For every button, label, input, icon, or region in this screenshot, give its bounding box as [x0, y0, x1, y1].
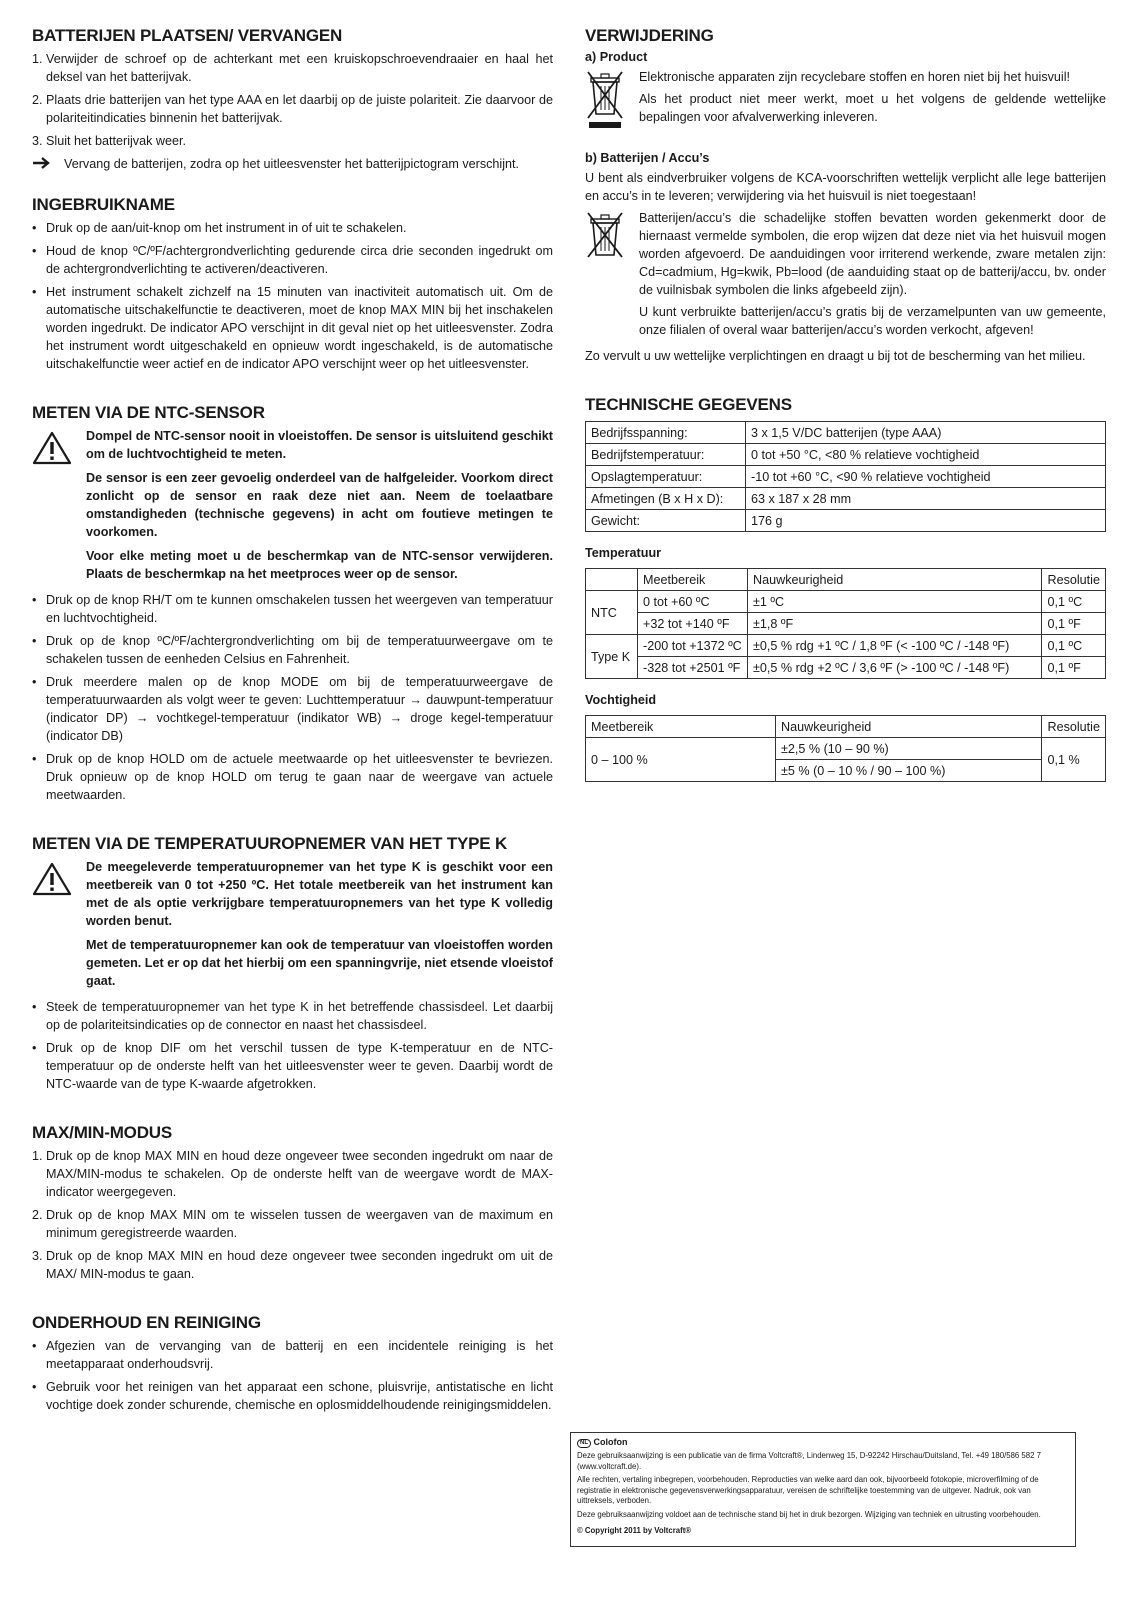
- colofon-text: Deze gebruiksaanwijzing is een publicatie van de firma Voltcraft®, Lindenweg 15, D-92242 Hirschau/Duitsland, Tel. +49 180/586 582 7 (www.voltcraft.de).: [577, 1451, 1041, 1471]
- table-row: [586, 613, 1106, 635]
- section-title: METEN VIA DE NTC-SENSOR: [32, 403, 265, 422]
- bullet-icon: •: [32, 221, 37, 235]
- range-cell: -200 tot +1372 ºC: [638, 635, 748, 657]
- sensor-name: NTC: [586, 591, 638, 635]
- batteries-outro: Zo vervult u uw wettelijke verplichtingen en draagt u bij tot de bescherming van het milieu.: [585, 349, 1086, 363]
- table-row: [586, 422, 1106, 444]
- item-text: Druk op de knop MAX MIN en houd deze ongeveer twee seconden ingedrukt om naar de MAX/MIN-modus te schakelen. Op de onderste helft van de weergave wordt de MAX-indicator weergegeven.: [46, 1149, 553, 1199]
- warning-text: Dompel de NTC-sensor nooit in vloeistoffen. De sensor is uitsluitend geschikt om de luchtvochtigheid te meten.: [86, 429, 553, 461]
- warning-icon: [32, 427, 86, 589]
- item-text: Druk op de knop ºC/ºF/achtergrondverlichting om bij de temperatuurweergave om te schakelen tussen de eenheden Celsius en Fahrenheit.: [46, 634, 553, 666]
- item-text: Druk op de knop MAX MIN en houd deze ongeveer twee seconden ingedrukt om uit de MAX/ MIN-modus te gaan.: [46, 1249, 553, 1281]
- column-header: Nauwkeurigheid: [776, 716, 1042, 738]
- bullet-icon: •: [32, 634, 37, 648]
- bullet-icon: •: [32, 1041, 37, 1055]
- spec-key: Bedrijfsspanning:: [586, 422, 746, 444]
- list-item: [32, 1247, 553, 1283]
- column-header: Resolutie: [1042, 716, 1106, 738]
- tip-text: Vervang de batterijen, zodra op het uitleesvenster het batterijpictogram verschijnt.: [64, 157, 520, 171]
- colofon-text: Alle rechten, vertaling inbegrepen, voorbehouden. Reproducties van welke aard dan ook, bijvoorbeeld fotokopie, microverfilming of de registratie in elektronische gegevensverwerkingsapparatuur, vereisen de schriftelijke toestemming van de uitgever. Nadruk, ook van uittreksels, verboden.: [577, 1475, 1039, 1505]
- section-ntc-sensor: [32, 403, 553, 804]
- section-type-k: [32, 834, 553, 1093]
- list-item: [32, 673, 553, 745]
- list-item: [32, 998, 553, 1034]
- range-cell: +32 tot +140 ºF: [638, 613, 748, 635]
- language-badge-icon: NL: [577, 1439, 591, 1448]
- warning-text: Voor elke meting moet u de beschermkap van de NTC-sensor verwijderen. Plaats de beschermkap na het meetproces weer op de sensor.: [86, 549, 553, 581]
- tip-note: [32, 155, 553, 173]
- bullet-list: [32, 998, 553, 1093]
- bullet-icon: •: [32, 1000, 37, 1014]
- bullet-icon: •: [32, 1380, 37, 1394]
- colofon-heading: [577, 1437, 1069, 1448]
- list-item: [32, 283, 553, 373]
- column-header: Resolutie: [1042, 569, 1106, 591]
- spec-value: 0 tot +50 °C, <80 % relatieve vochtigheid: [746, 444, 1106, 466]
- copyright-text: © Copyright 2011 by Voltcraft®: [577, 1526, 692, 1535]
- accuracy-cell: ±0,5 % rdg +1 ºC / 1,8 ºF (< -100 ºC / -148 ºF): [748, 635, 1042, 657]
- disposal-text: Als het product niet meer werkt, moet u het volgens de geldende wettelijke bepalingen voor afvalverwerking inleveren.: [639, 92, 1106, 124]
- numbered-list: [32, 1147, 553, 1283]
- item-text: Steek de temperatuuropnemer van het type K in het betreffende chassisdeel. Let daarbij op de polariteitsindicaties op de connector en naast het chassisdeel.: [46, 1000, 553, 1032]
- column-header: Nauwkeurigheid: [748, 569, 1042, 591]
- humidity-table: [585, 715, 1106, 782]
- table-row: [586, 657, 1106, 679]
- range-cell: 0 – 100 %: [586, 738, 776, 782]
- resolution-cell: 0,1 ºF: [1042, 657, 1106, 679]
- warning-block: [32, 427, 553, 589]
- list-item: [32, 1039, 553, 1093]
- table-row: [586, 444, 1106, 466]
- list-item: [32, 219, 553, 237]
- section-title: ONDERHOUD EN REINIGING: [32, 1313, 261, 1332]
- section-title: BATTERIJEN PLAATSEN/ VERVANGEN: [32, 26, 343, 45]
- item-text: Druk op de aan/uit-knop om het instrument in of uit te schakelen.: [46, 221, 407, 235]
- list-item: [32, 242, 553, 278]
- section-title: VERWIJDERING: [585, 26, 714, 45]
- spec-value: 176 g: [746, 510, 1106, 532]
- item-text: Druk meerdere malen op de knop MODE om bij de temperatuurweergave de temperatuurwaarden als volgt weer te geven: Luchttemperatuur → dauwpunt-temperatuur (indicator DP) → vochtkegel-temperatuur (indikator WB) → droge kegel-temperatuur (indicator DB): [46, 675, 553, 743]
- item-number: 1.: [32, 1149, 43, 1163]
- subsection-title: a) Product: [585, 50, 648, 64]
- bullet-list: [32, 1337, 553, 1414]
- colofon-box: [570, 1432, 1076, 1547]
- list-item: [32, 91, 553, 127]
- list-item: [32, 132, 553, 150]
- bullet-icon: •: [32, 244, 37, 258]
- item-number: 2.: [32, 93, 43, 107]
- list-item: [32, 1378, 553, 1414]
- list-item: [32, 50, 553, 86]
- accuracy-cell: ±2,5 % (10 – 90 %): [776, 738, 1042, 760]
- product-disposal-block: [585, 68, 1106, 135]
- disposal-text: Batterijen/accu’s die schadelijke stoffen bevatten worden gekenmerkt door de hiernaast vermelde symbolen, die erop wijzen dat deze niet via het huisvuil mogen worden afgevoerd. De aanduidingen voor irriterend werkende, zware metalen zijn: Cd=cadmium, Hg=kwik, Pb=lood (de aanduiding staat op de batterij/accu, bv. onder de vuilnisbak symbolen die links afgebeeld zijn).: [639, 211, 1106, 297]
- batteries-intro: U bent als eindverbruiker volgens de KCA-voorschriften wettelijk verplicht alle lege batterijen en accu’s in te leveren; verwijdering via het huisvuil is niet toegestaan!: [585, 171, 1106, 203]
- arrow-right-icon: [32, 155, 64, 173]
- item-text: Afgezien van de vervanging van de batterij en een incidentele reiniging is het meetapparaat onderhoudsvrij.: [46, 1339, 553, 1371]
- table-row: [586, 738, 1106, 760]
- crossed-bin-icon: [585, 68, 639, 135]
- subsection-title: b) Batterijen / Accu’s: [585, 151, 710, 165]
- disposal-text: U kunt verbruikte batterijen/accu’s gratis bij de verzamelpunten van uw gemeente, onze filialen of overal waar batterijen/accu’s worden verkocht, afgeven!: [639, 305, 1106, 337]
- item-text: Plaats drie batterijen van het type AAA en let daarbij op de juiste polariteit. Zie daarvoor de polariteitindicaties binnenin het batterijvak.: [46, 93, 553, 125]
- item-text: Druk op de knop DIF om het verschil tussen de type K-temperatuur en de NTC-temperatuur op de onderste helft van het uitleesvenster weer te geven. Daarbij wordt de NTC-waarde van de type K-waarde afgetrokken.: [46, 1041, 553, 1091]
- item-number: 3.: [32, 134, 43, 148]
- warning-text: De meegeleverde temperatuuropnemer van het type K is geschikt voor een meetbereik van 0 tot +250 ºC. Het totale meetbereik van het instrument kan met de als optie verkrijgbare temperatuuropnemers van het type K volledig worden benut.: [86, 860, 553, 928]
- table-header-row: [586, 716, 1106, 738]
- item-text: Het instrument schakelt zichzelf na 15 minuten van inactiviteit automatisch uit. Om de automatische uitschakelfunctie te deactiveren, moet de knop MAX MIN bij het inschakelen worden ingedrukt. De indicator APO verschijnt in dit geval niet op het uitleesvenster. Zodra het instrument wordt uitgeschakeld en opnieuw wordt ingeschakeld, is de automatische uitschakelfunctie weer actief en de indicator APO verschijnt weer op het uitleesvenster.: [46, 285, 553, 371]
- section-title: MAX/MIN-MODUS: [32, 1123, 172, 1142]
- temperature-table: [585, 568, 1106, 679]
- list-item: [32, 1337, 553, 1373]
- range-cell: 0 tot +60 ºC: [638, 591, 748, 613]
- table-row: [586, 635, 1106, 657]
- item-text: Verwijder de schroef op de achterkant met een kruiskopschroevendraaier en haal het deksel van het batterijvak.: [46, 52, 553, 84]
- resolution-cell: 0,1 ºC: [1042, 635, 1106, 657]
- item-text: Druk op de knop HOLD om de actuele meetwaarde op het uitleesvenster te bevriezen. Druk opnieuw op de knop HOLD om terug te gaan naar de weergave van actuele meetwaarden.: [46, 752, 553, 802]
- section-onderhoud: [32, 1313, 553, 1414]
- colofon-text: Deze gebruiksaanwijzing voldoet aan de technische stand bij het in druk bezorgen. Wijziging van techniek en uitrusting voorbehouden.: [577, 1509, 1041, 1519]
- list-item: [32, 591, 553, 627]
- item-text: Houd de knop ºC/ºF/achtergrondverlichting gedurende circa drie seconden ingedrukt om de achtergrondverlichting te activeren/deactiveren.: [46, 244, 553, 276]
- list-item: [32, 1206, 553, 1242]
- table-row: [586, 591, 1106, 613]
- colofon-title: Colofon: [593, 1437, 628, 1447]
- spec-key: Gewicht:: [586, 510, 746, 532]
- section-ingebruikname: [32, 195, 553, 373]
- section-title: METEN VIA DE TEMPERATUUROPNEMER VAN HET TYPE K: [32, 834, 508, 853]
- table-header-row: [586, 569, 1106, 591]
- general-specs-table: [585, 421, 1106, 532]
- range-cell: -328 tot +2501 ºF: [638, 657, 748, 679]
- accuracy-cell: ±0,5 % rdg +2 ºC / 3,6 ºF (> -100 ºC / -148 ºF): [748, 657, 1042, 679]
- section-maxmin: [32, 1123, 553, 1283]
- list-item: [32, 632, 553, 668]
- list-item: [32, 1147, 553, 1201]
- warning-text: Met de temperatuuropnemer kan ook de temperatuur van vloeistoffen worden gemeten. Let er op dat het hierbij om een spanningvrije, niet etsende vloeistof gaat.: [86, 938, 553, 988]
- spec-value: -10 tot +60 °C, <90 % relatieve vochtigheid: [746, 466, 1106, 488]
- section-batteries: [32, 26, 553, 173]
- right-column: [585, 26, 1106, 804]
- bullet-list: [32, 219, 553, 373]
- spec-key: Bedrijfstemperatuur:: [586, 444, 746, 466]
- crossed-bin-icon: [585, 209, 639, 343]
- bullet-icon: •: [32, 593, 37, 607]
- section-title: TECHNISCHE GEGEVENS: [585, 395, 792, 414]
- item-number: 1.: [32, 52, 43, 66]
- table-label: Temperatuur: [585, 546, 662, 560]
- section-technische-gegevens: [585, 395, 1106, 782]
- table-row: [586, 488, 1106, 510]
- bullet-icon: •: [32, 752, 37, 766]
- bullet-icon: •: [32, 1339, 37, 1353]
- disposal-text: Elektronische apparaten zijn recyclebare stoffen en horen niet bij het huisvuil!: [639, 70, 1071, 84]
- accuracy-cell: ±1,8 ºF: [748, 613, 1042, 635]
- item-text: Sluit het batterijvak weer.: [46, 134, 187, 148]
- numbered-list: [32, 50, 553, 150]
- table-label: Vochtigheid: [585, 693, 657, 707]
- item-text: Druk op de knop MAX MIN om te wisselen tussen de weergaven van de maximum en minimum geregistreerde waarden.: [46, 1208, 553, 1240]
- sensor-name: Type K: [586, 635, 638, 679]
- item-number: 2.: [32, 1208, 43, 1222]
- spec-value: 3 x 1,5 V/DC batterijen (type AAA): [746, 422, 1106, 444]
- item-text: Druk op de knop RH/T om te kunnen omschakelen tussen het weergeven van temperatuur en luchtvochtigheid.: [46, 593, 553, 625]
- accuracy-cell: ±1 ºC: [748, 591, 1042, 613]
- section-verwijdering: [585, 26, 1106, 365]
- item-text: Gebruik voor het reinigen van het apparaat een schone, pluisvrije, antistatische en licht vochtige doek zonder schurende, chemische en oplosmiddelhoudende reinigingsmiddelen.: [46, 1380, 553, 1412]
- bullet-icon: •: [32, 675, 37, 689]
- column-header: Meetbereik: [586, 716, 776, 738]
- item-number: 3.: [32, 1249, 43, 1263]
- accuracy-cell: ±5 % (0 – 10 % / 90 – 100 %): [776, 760, 1042, 782]
- battery-disposal-block: [585, 209, 1106, 343]
- resolution-cell: 0,1 ºC: [1042, 591, 1106, 613]
- left-column: [32, 26, 553, 1436]
- spec-key: Afmetingen (B x H x D):: [586, 488, 746, 510]
- table-row: [586, 466, 1106, 488]
- bullet-icon: •: [32, 285, 37, 299]
- table-row: [586, 510, 1106, 532]
- list-item: [32, 750, 553, 804]
- resolution-cell: 0,1 %: [1042, 738, 1106, 782]
- warning-text: De sensor is een zeer gevoelig onderdeel van de halfgeleider. Voorkom direct zonlicht op de sensor en raak deze niet aan. Neem de toelaatbare omstandigheden (technische gegevens) in acht om foutieve metingen te voorkomen.: [86, 471, 553, 539]
- warning-icon: [32, 858, 86, 996]
- spec-value: 63 x 187 x 28 mm: [746, 488, 1106, 510]
- column-header: Meetbereik: [638, 569, 748, 591]
- bullet-list: [32, 591, 553, 804]
- column-header: [586, 569, 638, 591]
- resolution-cell: 0,1 ºF: [1042, 613, 1106, 635]
- spec-key: Opslagtemperatuur:: [586, 466, 746, 488]
- warning-block: [32, 858, 553, 996]
- section-title: INGEBRUIKNAME: [32, 195, 175, 214]
